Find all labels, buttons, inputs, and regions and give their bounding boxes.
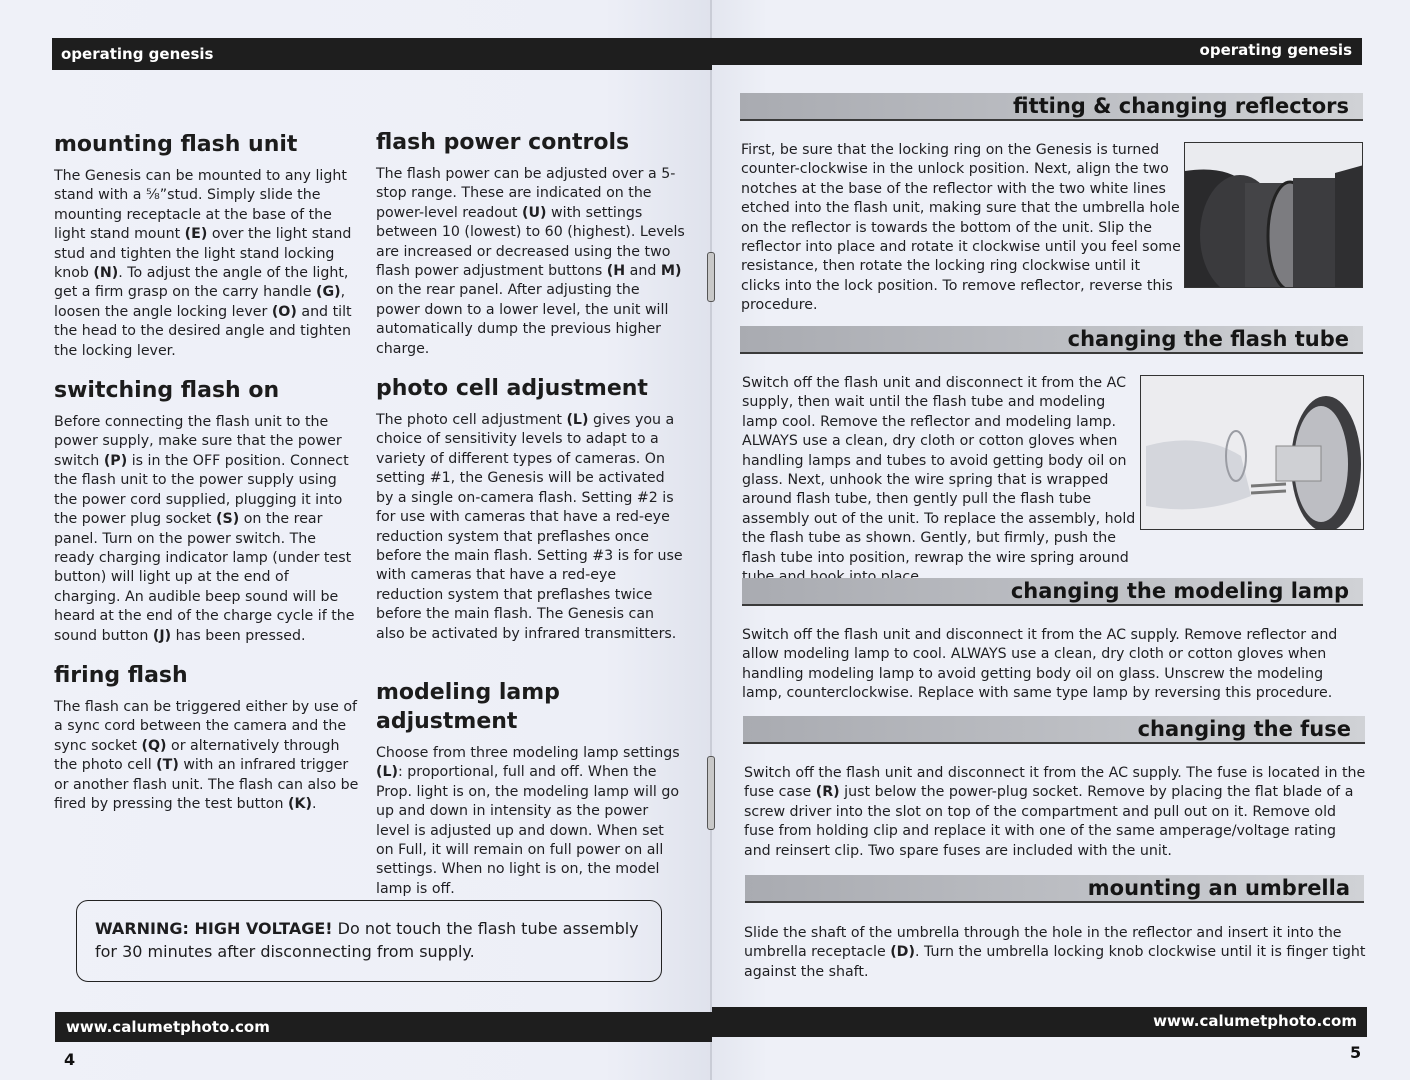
staple-top — [707, 252, 715, 302]
section-heading: switching flash on — [54, 378, 280, 404]
section-heading-fitting-reflectors: fitting & changing reflectors — [740, 93, 1363, 121]
left-column-1 — [54, 130, 359, 814]
reflector-photo — [1184, 142, 1363, 288]
section-heading: modeling lamp adjustment — [376, 679, 560, 734]
warning-label: WARNING: HIGH VOLTAGE! — [95, 919, 333, 938]
section-body: The flash can be triggered either by use of a sync cord between the camera and the sync socket (Q) or alternatively through the photo cell (T) with an infrared trigger or another flash unit. The flash can also be fired by pressing the test button (K). — [54, 698, 359, 812]
warning-text: Do not touch the flash tube assembly for 30 minutes after disconnecting from supply. — [95, 919, 639, 961]
flash-tube-photo — [1140, 375, 1364, 530]
section-heading: flash power controls — [376, 130, 630, 155]
section-mounting-flash-unit — [54, 130, 359, 361]
footer-bar-right — [712, 1007, 1367, 1037]
section-firing-flash — [54, 661, 359, 814]
section-body: The flash power can be adjusted over a 5-stop range. These are indicated on the power-level readout (U) with settings between 10 (lowest) to 60 (highest). Levels are increased or decreased using the two flash power adjustment buttons (H and M) on the rear panel. After adjusting the power down to a lower level, the unit will automatically dump the previous higher charge. — [376, 166, 685, 357]
header-title-right: operating genesis — [1199, 41, 1352, 59]
footer-bar-left — [55, 1012, 712, 1042]
footer-url-right[interactable]: www.calumetphoto.com — [1153, 1012, 1357, 1030]
section-heading: firing flash — [54, 662, 188, 688]
reflector-photo-image — [1185, 143, 1363, 288]
section-body-flash-tube: Switch off the flash unit and disconnect it from the AC supply, then wait until the flash tube and modeling lamp cool. Remove the reflector and modeling lamp. ALWAYS use a clean, dry cloth or cotton gloves when handling lamps and tubes to avoid getting body oil on glass. Next, unhook the wire spring that is wrapped around flash tube, then gently pull the flash tube assembly out of the unit. To replace the assembly, hold the flash tube as shown. Gently, but firmly, push the flash tube into position, rewrap the wire spring around — [742, 375, 1136, 566]
section-heading: mounting flash unit — [54, 132, 298, 157]
section-body: The Genesis can be mounted to any light stand with a ⅝”stud. Simply slide the mounting receptacle at the base of the light stand mount (E) over the light stand stud and tighten the light stand locking knob (N). To adjust the angle of the light, get a firm grasp on the carry handle (G), loosen the angle locking lever (O) and tilt the head to the desired angle and tighten the locking lever. — [54, 168, 352, 359]
section-heading: photo cell adjustment — [376, 376, 648, 402]
section-body-modeling-lamp: Switch off the flash unit and disconnect it from the AC supply. Remove reflector and allow modeling lamp to cool. ALWAYS use a clean, dry cloth or cotton gloves when handling modeling lamp to avoid getting body oil on glass. Unscrew the modeling lamp, counterclockwise. Replace with same type lamp by reversing this procedure. — [742, 627, 1338, 702]
section-photo-cell-adjustment — [376, 374, 686, 644]
page-number-right: 5 — [1350, 1043, 1362, 1062]
section-heading-modeling-lamp: changing the modeling lamp — [742, 578, 1363, 606]
header-bar-right — [712, 38, 1362, 65]
header-bar-left — [52, 38, 712, 70]
section-body: The photo cell adjustment (L) gives you a choice of sensitivity levels to adapt to a variety of different types of cameras. On setting #1, the Genesis will be activated by a single on-camera flash. Setting #2 is for use with cameras that have a red-eye reduction system that preflashes once before the main flash. Setting #3 is for use with cameras that have a red-eye reduction system that preflashes twice before the main flash. The Genesis can also be activated by infrared transmitters. — [376, 412, 683, 642]
section-heading-flash-tube: changing the flash tube — [740, 326, 1363, 354]
section-modeling-lamp-adjustment — [376, 678, 686, 899]
staple-bottom — [707, 756, 715, 830]
page-number-left: 4 — [64, 1050, 76, 1069]
section-heading-umbrella: mounting an umbrella — [745, 875, 1364, 903]
header-title-left: operating genesis — [61, 45, 214, 63]
section-body-fitting-reflectors: First, be sure that the locking ring on the Genesis is turned counter-clockwise in the unlock position. Next, align the two notches at the base of the reflector with the two white lines etched into the flash unit, making sure that the umbrella hole on the reflector is towards the bottom of the unit. Slip the reflector into place and rotate it clockwise until you feel some resistance, then rotate the locking ring clockwise until it clicks into the lock position. To remove reflector, reverse this procedure. — [741, 142, 1181, 314]
section-body: Choose from three modeling lamp settings (L): proportional, full and off. When the Prop. light is on, the modeling lamp will go up and down in intensity as the power level is adjusted up and down. When set on Full, it will remain on full power on all settings. When no light is on, the model lamp is off. — [376, 744, 680, 897]
section-body-fuse: Switch off the flash unit and disconnect it from the AC supply. The fuse is located in the fuse case (R) just below the power-plug socket. Remove by placing the flat blade of a screw driver into the slot on top of the compartment and pull out on it. Remove old fuse from holding clip and replace it with one of the same amperage/voltage rating and reinsert clip. Two spare fuses are included with the unit. — [744, 765, 1366, 859]
section-body-umbrella: Slide the shaft of the umbrella through the hole in the reflector and insert it into the umbrella receptacle (D). Turn the umbrella locking knob clockwise until it is finger tight against the shaft. — [744, 925, 1366, 980]
section-switching-flash-on — [54, 376, 359, 646]
section-flash-power-controls — [376, 128, 686, 359]
book-spine — [710, 0, 712, 1080]
flash-tube-photo-image — [1141, 376, 1364, 530]
warning-box — [76, 900, 662, 982]
section-heading-fuse: changing the fuse — [743, 716, 1365, 744]
section-body: Before connecting the flash unit to the power supply, make sure that the power switch (P) is in the OFF position. Connect the flash unit to the power supply using the power cord supplied, plugging it into the power plug socket (S) on the rear panel. Turn on the power switch. The ready charging indicator lamp (under test button) will light up at the end of charging. An audible beep sound will be heard at the end of the charge cycle if the sound button (J) has been pressed. — [54, 414, 355, 644]
left-column-2 — [376, 128, 686, 899]
footer-url-left[interactable]: www.calumetphoto.com — [66, 1018, 270, 1036]
